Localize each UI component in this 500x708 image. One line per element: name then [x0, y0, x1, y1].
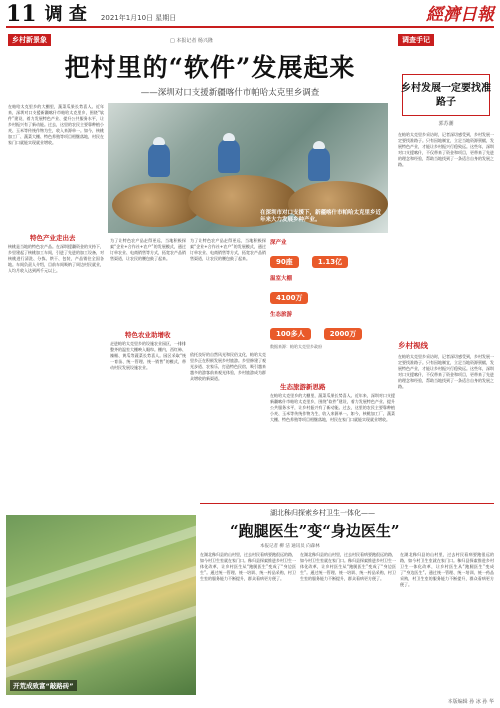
bottom-body-1: 在湖北秭归县的山村里，过去村民看病要跑很远的路，如今村卫生室就在家门口。秭归县探索推进乡村卫生一体化改革，让乡村医生从“跑腿医生”变成了“身边医生”。通过统一管理、统一培训、统一药品采购，村卫生室的服务能力不断提升，群众看病更方便了。: [200, 552, 296, 581]
info-label-2: 温室大棚: [270, 276, 293, 282]
newspaper-logo: 經濟日報: [426, 5, 494, 25]
field-strip: [6, 558, 196, 642]
worker-figure: [148, 143, 170, 177]
section-tag: 乡村新景象: [8, 34, 51, 46]
info-source-note: 数据来源：帕哈太克里乡政府: [270, 344, 322, 349]
main-subheadline: ——深圳对口支援新疆喀什市帕哈太克里乡调查: [140, 88, 320, 98]
bottom-headline: “跑腿医生”变“身边医生”: [230, 522, 400, 540]
subhead-2: 特色农业助增收: [125, 331, 171, 339]
sidebar-body: 在帕哈太克里乡采访时，记者深切感受到，乡村发展一定要找准路子。只有因地制宜，立足当地资源禀赋，发展特色产业，才能让乡村振兴行稳致远。这些年，深圳对口支援喀什，不仅带来了资金和项目，更带来了先进的理念和经验，帮助当地找到了一条适合自身的发展之路。: [398, 132, 494, 167]
bottom-byline: 本报记者 柳 洁 通讯员 向森林: [260, 544, 320, 549]
article-body-2: 核桃是当地的特色农产品。在深圳援疆资金的支持下，乡里建起了核桃加工车间，引进了先进的加工设备，对核桃进行清洗、分拣、烘干、包装，产品销往全国各地。车间负责人介绍，目前车间吸纳了周边村民就业，人均月收入达到两千元以上。: [8, 244, 104, 273]
worker-figure: [308, 147, 330, 181]
info-label-1: 深产业: [270, 240, 287, 246]
info-value-3: 4100万: [270, 292, 308, 304]
sidebar-title: 乡村发展一定要找准路子: [401, 83, 491, 108]
section-name: 调 查: [44, 4, 87, 25]
worker-figure: [218, 139, 240, 173]
bottom-body-3: 在湖北秭归县的山村里，过去村民看病要跑很远的路，如今村卫生室就在家门口。秭归县探索推进乡村卫生一体化改革，让乡村医生从“跑腿医生”变成了“身边医生”。通过统一管理、统一培训、统一药品采购，村卫生室的服务能力不断提升，群众看病更方便了。: [400, 552, 494, 587]
article-body-3b: 为了让特色农产品走得更远，当地积极探索“企业+合作社+农户”的发展模式，通过订单农业、电商销售等方式，拓宽农产品销售渠道，让农民的腰包鼓了起来。: [190, 238, 266, 261]
subhead-1: 特色产业走出去: [30, 234, 76, 242]
subhead-3: 生态旅游新思路: [280, 383, 326, 391]
article-body-3: 为了让特色农产品走得更远，当地积极探索“企业+合作社+农户”的发展模式，通过订单农业、电商销售等方式，拓宽农产品销售渠道，让农民的腰包鼓了起来。: [110, 238, 186, 261]
worker-cap: [223, 133, 235, 141]
article-body-5b: 在帕哈太克里乡的大棚里，蔬菜瓜果长势喜人。近年来，深圳对口支援新疆喀什市帕哈太克里乡，围绕“软件”建设，着力发展特色产业、提升公共服务水平，让乡村振兴有了新动能。过去，这里的农民主要靠种植小麦、玉米等传统作物为生，收入来源单一。如今，核桃加工厂、蔬菜大棚、特色养殖等项目相继落地，村民在家门口就能实现就业增收。: [270, 393, 395, 422]
issue-date: 2021年1月10日 星期日: [100, 14, 177, 22]
page-footer: 本版编辑 孙 冰 孙 华: [447, 699, 494, 705]
page-header: [6, 2, 494, 28]
main-headline: 把村里的“软件”发展起来: [64, 53, 356, 82]
worker-cap: [313, 141, 325, 149]
sidebar-tag-2: 乡村视线: [398, 341, 428, 350]
page-number: 11: [6, 1, 37, 27]
photo-caption: 在深圳市对口支援下，新疆喀什市帕哈太克里乡近年来大力发展乡种产业。: [260, 210, 382, 223]
top-byline: □ 本报记者 杨兴隆: [170, 38, 213, 44]
article-body-1: 在帕哈太克里乡的大棚里，蔬菜瓜果长势喜人。近年来，深圳对口支援新疆喀什市帕哈太克里乡，围绕“软件”建设，着力发展特色产业、提升公共服务水平，让乡村振兴有了新动能。过去，这里的农民主要靠种植小麦、玉米等传统作物为生，收入来源单一。如今，核桃加工厂、蔬菜大棚、特色养殖等项目相继落地，村民在家门口就能实现就业增收。: [8, 104, 104, 145]
worker-cap: [153, 137, 165, 145]
data-infographic: [270, 238, 395, 349]
field-strip: [6, 518, 196, 602]
sidebar-author: 郭苏潮: [438, 121, 454, 127]
info-value-1: 90座: [270, 256, 299, 268]
commentary-sidebar: [398, 32, 494, 547]
info-value-5: 2000万: [324, 328, 362, 340]
article-body-5: 依托良好的自然风光和民俗文化，帕哈太克里乡正在积极发展乡村旅游。乡里修建了观光步道、农家乐，打造特色民宿，吸引越来越多的游客前来观光体验，乡村旅游成为群众增收的新渠道。: [190, 352, 266, 381]
bottom-body-2: 在湖北秭归县的山村里，过去村民看病要跑很远的路，如今村卫生室就在家门口。秭归县探索推进乡村卫生一体化改革，让乡村医生从“跑腿医生”变成了“身边医生”。通过统一管理、统一培训、统一药品采购，村卫生室的服务能力不断提升，群众看病更方便了。: [300, 552, 396, 581]
farmland-aerial-photo: [6, 515, 196, 695]
info-value-4: 100多人: [270, 328, 311, 340]
sidebar-body-2: 在帕哈太克里乡采访时，记者深切感受到，乡村发展一定要找准路子。只有因地制宜，立足当地资源禀赋，发展特色产业，才能让乡村振兴行稳致远。这些年，深圳对口支援喀什，不仅带来了资金和项目，更带来了先进的理念和经验，帮助当地找到了一条适合自身的发展之路。: [398, 354, 494, 389]
bottom-story-rule: [200, 503, 494, 504]
sidebar-tag: 调查手记: [398, 34, 434, 46]
field-strip: [6, 598, 196, 682]
info-value-2: 1.13亿: [312, 256, 348, 268]
info-label-3: 生态旅游: [270, 312, 293, 318]
bottom-kicker: 湖北秭归探索乡村卫生一体化——: [270, 509, 375, 517]
article-body-4: 走进帕哈太克里乡的设施农业园区，一排排整齐的温室大棚映入眼帘。棚内，西红柿、辣椒、黄瓜等蔬菜长势喜人。园区采取“统一育苗、统一管理、统一销售”的模式，带动村民发展设施农业。: [110, 341, 186, 370]
photo-bottom-caption: 开荒成致富“敲路砖”: [10, 680, 77, 691]
